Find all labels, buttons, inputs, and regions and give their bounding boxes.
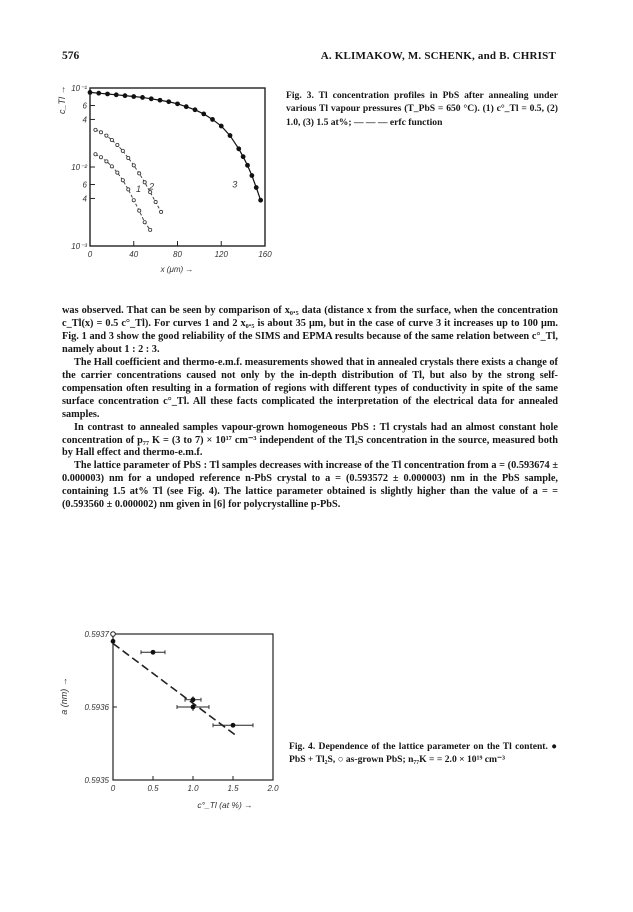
fig4-x-tick-label: 0 [110,784,116,793]
fig3-curve-3-point [210,117,215,122]
fig3-y-tick-label: 4 [82,115,87,125]
fig3-curve-3-point [131,94,136,99]
fig3-curve-3-point [158,98,163,103]
fig3-curve-3-point [149,96,154,101]
fig4-x-tick-label: 1.5 [227,784,239,793]
fig3-curve-3-point [140,95,145,100]
fig3-curve-3-point [241,154,246,159]
fig3-y-tick-label: 6 [82,101,87,111]
fig3-curve-2-point [132,164,135,167]
fig3-curve-1-point [116,171,119,174]
fig4-point-as-grown [111,632,116,637]
fig3-curve-3-point [249,173,254,178]
fig3-curve-3-point [175,101,180,106]
fig3-curve-3-point [228,133,233,138]
fig4-point-pbs-tl2s [191,697,196,702]
fig3-curve-2-point [143,181,146,184]
fig4-point-pbs-tl2s [111,639,116,644]
fig3-curve-3-point [254,185,259,190]
fig3-curve-3-point [201,112,206,117]
fig3-frame [90,88,265,246]
fig3-curve-3-point [123,93,128,98]
fig3-y-tick-label: 10⁻³ [71,242,87,251]
fig3-y-tick-label: 6 [82,180,87,190]
fig3-curve-2-point [154,200,157,203]
fig4-x-axis-label: c°_Tl (at %) → [197,800,253,810]
fig3-curve-3-point [258,198,263,203]
fig4-x-tick-label: 1.0 [187,784,199,793]
fig3-curve-3-point [193,107,198,112]
fig3-y-tick-label: 10⁻² [71,163,87,172]
paragraph-1: was observed. That can be seen by comparison of x₀.₅ data (distance x from the surface, when the concentration c_Tl(x) = 0.5 c°_Tl). For curves 1 and 2 x₀.₅ is about 35 μm, but in the case of curve 3 it increases up to 100 μm. Fig. 1 and 3 show the good reliability of the SIMS and EPMA results because of the same relation between c°_Tl, namely about 1 : 2 : 3. [62,305,558,355]
fig3-curve-2-point [121,149,124,152]
fig3-curve-1-point [127,188,130,191]
fig3-curve-label: 1 [135,184,141,195]
fig4-point-pbs-tl2s [231,723,236,728]
fig3-x-tick-label: 160 [258,250,272,259]
fig3-x-tick-label: 80 [173,250,182,259]
fig3-curve-1-point [121,179,124,182]
figure-3-caption: Fig. 3. Tl concentration profiles in PbS after annealing under various Tl vapour pressures (T_PbS = 650 °C). (1) c°_Tl = 0.5, (2) 1.0, (3) 1.5 at%; — — — erfc function [286,90,558,128]
fig3-curve-1-point [149,228,152,231]
body-text [62,305,558,512]
paragraph-2: The Hall coefficient and thermo-e.m.f. measurements showed that in annealed crystals there exists a change of the carrier concentrations caused not only by the in-depth distribution of Tl, but also by the strong self-compensation often resulting in a formation of regions with different types of conductivity in spite of the same surface concentration c°_Tl. All these facts complicated the interpretation of the electrical data for annealed samples. [62,356,558,420]
fig4-y-tick-label: 0.5937 [84,630,109,639]
figure-4-caption: Fig. 4. Dependence of the lattice parameter on the Tl content. ● PbS + Tl₂S, ○ as-grown PbS; n₇₇K = = 2.0 × 10¹⁹ cm⁻³ [289,741,557,766]
fig3-curve-1-erfc-line [95,154,150,230]
fig3-curve-1-point [143,221,146,224]
fig4-x-tick-label: 0.5 [147,784,159,793]
fig4-y-tick-label: 0.5936 [84,703,109,712]
fig3-curve-2-point [127,156,130,159]
fig3-curve-1-point [99,156,102,159]
paragraph-3: In contrast to annealed samples vapour-grown homogeneous PbS : Tl crystals had an almost constant hole concentration of p₇₇ K = (3 to 7) × 10¹⁷ cm⁻³ independent of the Tl₂S concentration in the source, measured both by Hall effect and thermo-e.m.f. [62,421,558,459]
page-number: 576 [62,50,80,62]
fig3-curve-1-point [94,153,97,156]
fig3-curve-3-point [114,92,119,97]
fig3-curve-label: 2 [149,181,155,192]
fig3-curve-3-point [105,92,110,97]
fig4-point-pbs-tl2s [151,650,156,655]
fig3-curve-2-point [94,128,97,131]
fig3-curve-3-point [166,99,171,104]
fig3-y-tick-label: 10⁻¹ [71,84,87,93]
fig3-x-axis-label: x (μm) → [160,265,194,274]
fig3-curve-3-point [88,90,93,95]
fig3-curve-2-erfc-line [95,130,161,212]
fig4-point-pbs-tl2s [191,705,196,710]
fig3-curve-2-point [99,131,102,134]
fig3-curve-3-point [96,91,101,96]
paragraph-4: The lattice parameter of PbS : Tl samples decreases with increase of the Tl concentration from a = (0.593674 ± 0.000003) nm for a undoped reference n-PbS crystal to a = (0.593572 ± 0.000003) nm in the PbS sample, containing 1.5 at% Tl (see Fig. 4). The lattice parameter obtained is slightly higher than the value of a = = (0.593560 ± 0.000002) nm given in [6] for polycrystalline p-PbS. [62,460,558,511]
fig3-x-tick-label: 0 [87,250,93,259]
fig3-curve-3-point [245,163,250,168]
fig3-curve-2-point [110,138,113,141]
fig4-y-tick-label: 0.5935 [84,776,109,785]
fig3-curve-2-point [159,210,162,213]
fig3-x-tick-label: 120 [214,250,228,259]
fig3-x-tick-label: 40 [129,250,139,259]
fig3-curve-1-point [105,160,108,163]
fig3-curve-2-point [116,143,119,146]
fig3-y-tick-label: 4 [82,194,87,204]
fig3-curve-1-point [110,165,113,168]
figure-3-chart [55,76,285,286]
fig3-y-axis-label: c_Tl → [57,85,67,114]
fig4-x-tick-label: 2.0 [267,784,279,793]
fig3-curve-3-point [184,104,189,109]
fig4-fit-line [113,643,237,736]
fig4-y-axis-label: a (nm) → [59,677,69,715]
fig3-curve-2-point [138,172,141,175]
figure-4-chart [55,624,290,814]
fig3-curve-3-point [219,124,224,129]
fig3-curve-label: 3 [232,179,238,190]
fig3-curve-2-point [105,134,108,137]
fig3-curve-3-point [236,146,241,151]
fig3-curve-1-point [138,209,141,212]
fig3-curve-1-point [132,199,135,202]
running-header-authors: A. KLIMAKOW, M. SCHENK, and B. CHRIST [320,50,556,62]
